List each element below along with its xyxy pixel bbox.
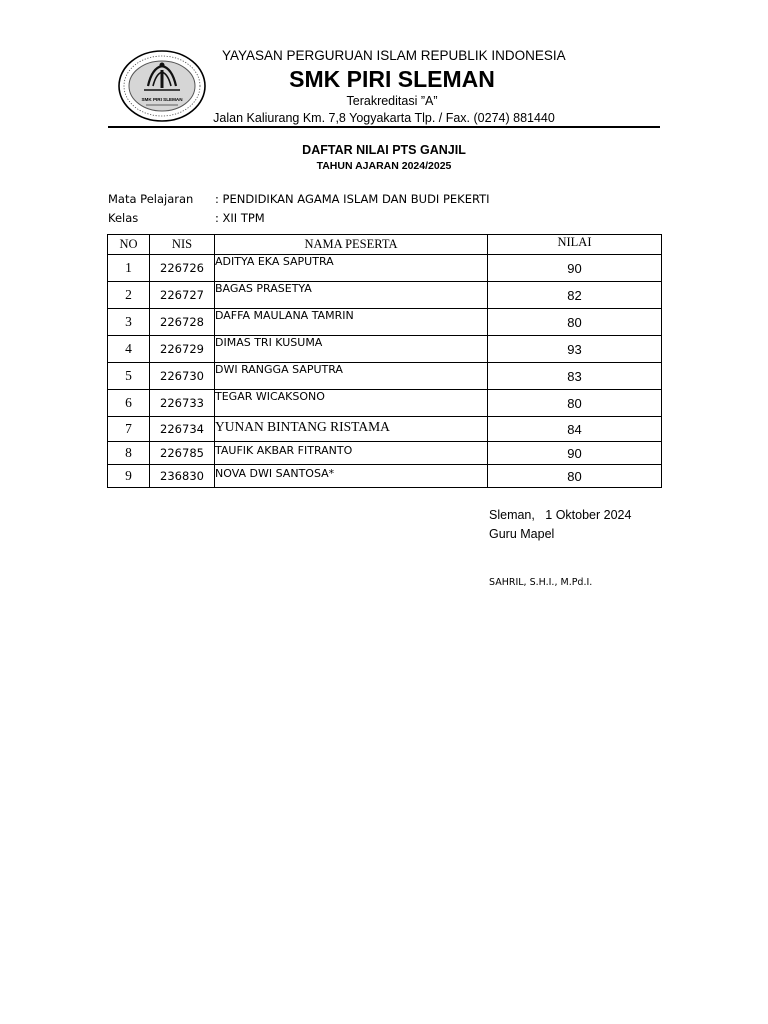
table-row — [108, 417, 662, 442]
letterhead-divider — [108, 126, 660, 128]
row-score: 90 — [488, 255, 662, 282]
row-score: 83 — [488, 363, 662, 390]
place-date: Sleman, 1 Oktober 2024 — [489, 508, 632, 522]
row-nis: 226729 — [150, 336, 215, 363]
row-name: NOVA DWI SANTOSA* — [215, 465, 488, 488]
row-no: 6 — [108, 390, 150, 417]
row-no: 5 — [108, 363, 150, 390]
row-name: DWI RANGGA SAPUTRA — [215, 363, 488, 390]
row-nis: 236830 — [150, 465, 215, 488]
table-row — [108, 282, 662, 309]
row-name: BAGAS PRASETYA — [215, 282, 488, 309]
header-score: NILAI — [488, 235, 662, 255]
row-score: 84 — [488, 417, 662, 442]
row-nis: 226730 — [150, 363, 215, 390]
subject-value: : PENDIDIKAN AGAMA ISLAM DAN BUDI PEKERTI — [215, 192, 490, 206]
table-row — [108, 442, 662, 465]
table-row — [108, 363, 662, 390]
header-no: NO — [108, 235, 150, 255]
class-label: Kelas — [108, 211, 139, 225]
subject-label: Mata Pelajaran — [108, 192, 194, 206]
row-no: 4 — [108, 336, 150, 363]
row-nis: 226733 — [150, 390, 215, 417]
row-no: 1 — [108, 255, 150, 282]
row-score: 80 — [488, 390, 662, 417]
foundation-name: YAYASAN PERGURUAN ISLAM REPUBLIK INDONESIA — [222, 48, 566, 63]
header-name: NAMA PESERTA — [215, 235, 488, 255]
table-row — [108, 336, 662, 363]
class-value: : XII TPM — [215, 211, 265, 225]
document-subtitle: TAHUN AJARAN 2024/2025 — [316, 160, 452, 172]
signer-name: SAHRIL, S.H.I., M.Pd.I. — [489, 577, 593, 588]
row-name: DAFFA MAULANA TAMRIN — [215, 309, 488, 336]
row-no: 2 — [108, 282, 150, 309]
signer-role: Guru Mapel — [489, 527, 555, 541]
table-row — [108, 465, 662, 488]
school-address: Jalan Kaliurang Km. 7,8 Yogyakarta Tlp. / Fax. (0274) 881440 — [213, 111, 555, 125]
school-name: SMK PIRI SLEMAN — [289, 66, 495, 92]
row-nis: 226726 — [150, 255, 215, 282]
table-row — [108, 390, 662, 417]
row-no: 9 — [108, 465, 150, 488]
table-row — [108, 255, 662, 282]
school-logo — [118, 50, 206, 122]
row-name: YUNAN BINTANG RISTAMA — [215, 417, 488, 442]
row-nis: 226727 — [150, 282, 215, 309]
row-name: TAUFIK AKBAR FITRANTO — [215, 442, 488, 465]
row-name: ADITYA EKA SAPUTRA — [215, 255, 488, 282]
document-title: DAFTAR NILAI PTS GANJIL — [302, 143, 466, 157]
accreditation-text: Terakreditasi ”A” — [346, 94, 438, 108]
table-header-row — [108, 235, 662, 255]
row-name: TEGAR WICAKSONO — [215, 390, 488, 417]
row-nis: 226734 — [150, 417, 215, 442]
row-score: 90 — [488, 442, 662, 465]
row-score: 80 — [488, 465, 662, 488]
row-nis: 226785 — [150, 442, 215, 465]
row-no: 3 — [108, 309, 150, 336]
logo-text: SMK PIRI SLEMAN — [141, 97, 183, 102]
row-score: 93 — [488, 336, 662, 363]
row-no: 7 — [108, 417, 150, 442]
row-nis: 226728 — [150, 309, 215, 336]
row-score: 82 — [488, 282, 662, 309]
table-row — [108, 309, 662, 336]
row-no: 8 — [108, 442, 150, 465]
row-score: 80 — [488, 309, 662, 336]
row-name: DIMAS TRI KUSUMA — [215, 336, 488, 363]
grades-table — [107, 234, 662, 488]
header-nis: NIS — [150, 235, 215, 255]
